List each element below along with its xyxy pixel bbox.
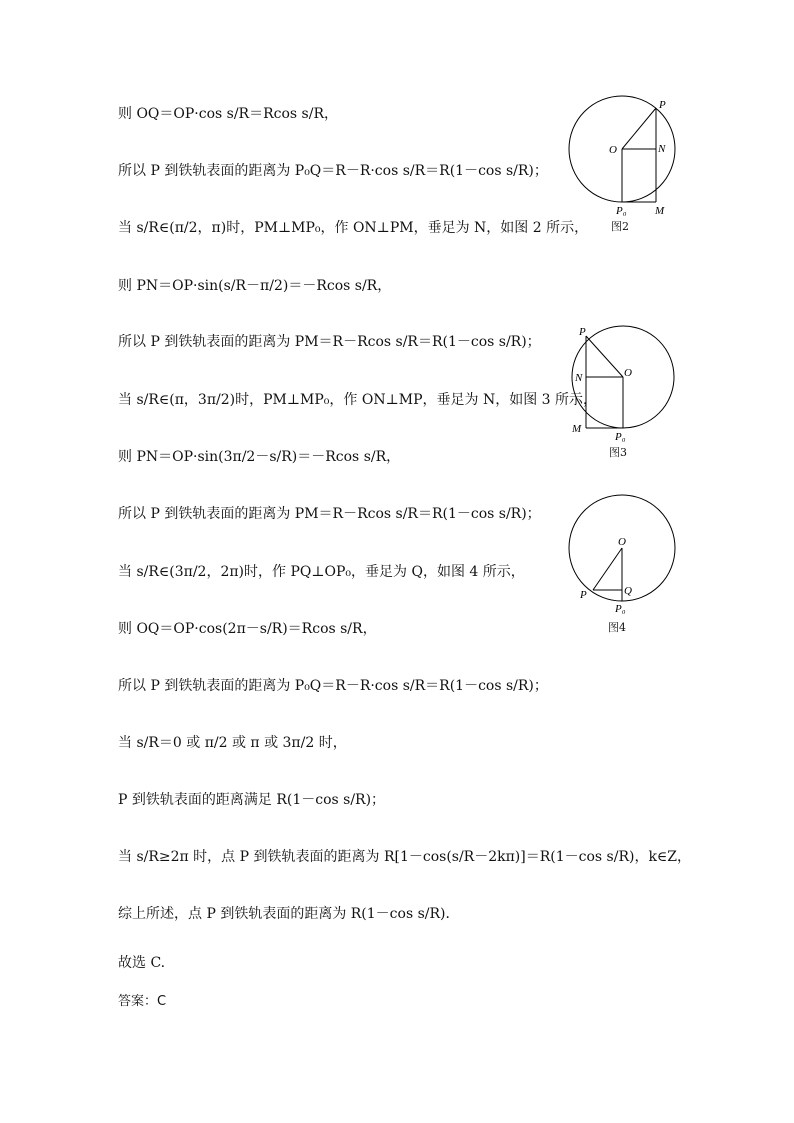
figure-3-diagram (566, 322, 686, 446)
figure-4-diagram (562, 494, 686, 618)
figure-2-caption: 图2 (611, 220, 629, 233)
text-line-9: 当 s/R∈(3π/2，2π)时，作 PQ⊥OP₀，垂足为 Q，如图 4 所示， (118, 564, 525, 580)
text-line-14: 当 s/R≥2π 时，点 P 到铁轨表面的距离为 R[1－cos(s/R－2kπ)]＝R(1－cos s/R)，k∈Z， (118, 849, 692, 865)
fig2-label-p: P (659, 99, 666, 111)
fig4-label-q: Q (624, 585, 632, 597)
fig4-label-p0: P₀ (615, 603, 626, 615)
text-line-11: 所以 P 到铁轨表面的距离为 P₀Q＝R－R·cos s/R＝R(1－cos s/R)； (118, 678, 548, 694)
text-line-12: 当 s/R＝0 或 π/2 或 π 或 3π/2 时， (118, 735, 347, 751)
text-line-15: 综上所述，点 P 到铁轨表面的距离为 R(1－cos s/R)． (118, 906, 460, 922)
fig2-label-n: N (658, 143, 666, 155)
fig2-label-p0: P₀ (616, 205, 627, 217)
text-line-10: 则 OQ＝OP·cos(2π－s/R)＝Rcos s/R， (118, 621, 377, 637)
text-line-2: 所以 P 到铁轨表面的距离为 P₀Q＝R－R·cos s/R＝R(1－cos s/R)； (118, 163, 548, 179)
fig2-label-o: O (609, 144, 617, 156)
text-line-13: P 到铁轨表面的距离满足 R(1－cos s/R)； (118, 792, 386, 808)
fig4-label-p: P (580, 589, 587, 601)
text-line-8: 所以 P 到铁轨表面的距离为 PM＝R－Rcos s/R＝R(1－cos s/R)； (118, 506, 541, 522)
text-line-16: 故选 C. (118, 955, 166, 971)
text-line-5: 所以 P 到铁轨表面的距离为 PM＝R－Rcos s/R＝R(1－cos s/R)； (118, 334, 541, 350)
fig3-label-n: N (575, 372, 583, 384)
fig3-label-o: O (624, 367, 632, 379)
text-line-7: 则 PN＝OP·sin(3π/2－s/R)＝－Rcos s/R， (118, 449, 401, 465)
figure-2-diagram (560, 92, 690, 218)
fig4-label-o: O (618, 536, 626, 548)
fig3-label-m: M (572, 423, 582, 435)
text-line-4: 则 PN＝OP·sin(s/R－π/2)＝－Rcos s/R， (118, 278, 392, 294)
text-line-6: 当 s/R∈(π，3π/2)时，PM⊥MP₀，作 ON⊥MP，垂足为 N，如图 3 所示， (118, 392, 598, 408)
fig3-label-p: P (579, 326, 586, 338)
text-line-1: 则 OQ＝OP·cos s/R＝Rcos s/R， (118, 106, 338, 122)
figure-3-caption: 图3 (609, 446, 627, 459)
answer-line: 答案：C (118, 994, 167, 1009)
fig3-label-p0: P₀ (615, 431, 626, 443)
fig2-label-m: M (655, 205, 665, 217)
text-line-3: 当 s/R∈(π/2，π)时，PM⊥MP₀，作 ON⊥PM，垂足为 N，如图 2 所示， (118, 220, 589, 236)
figure-4-caption: 图4 (608, 621, 626, 634)
